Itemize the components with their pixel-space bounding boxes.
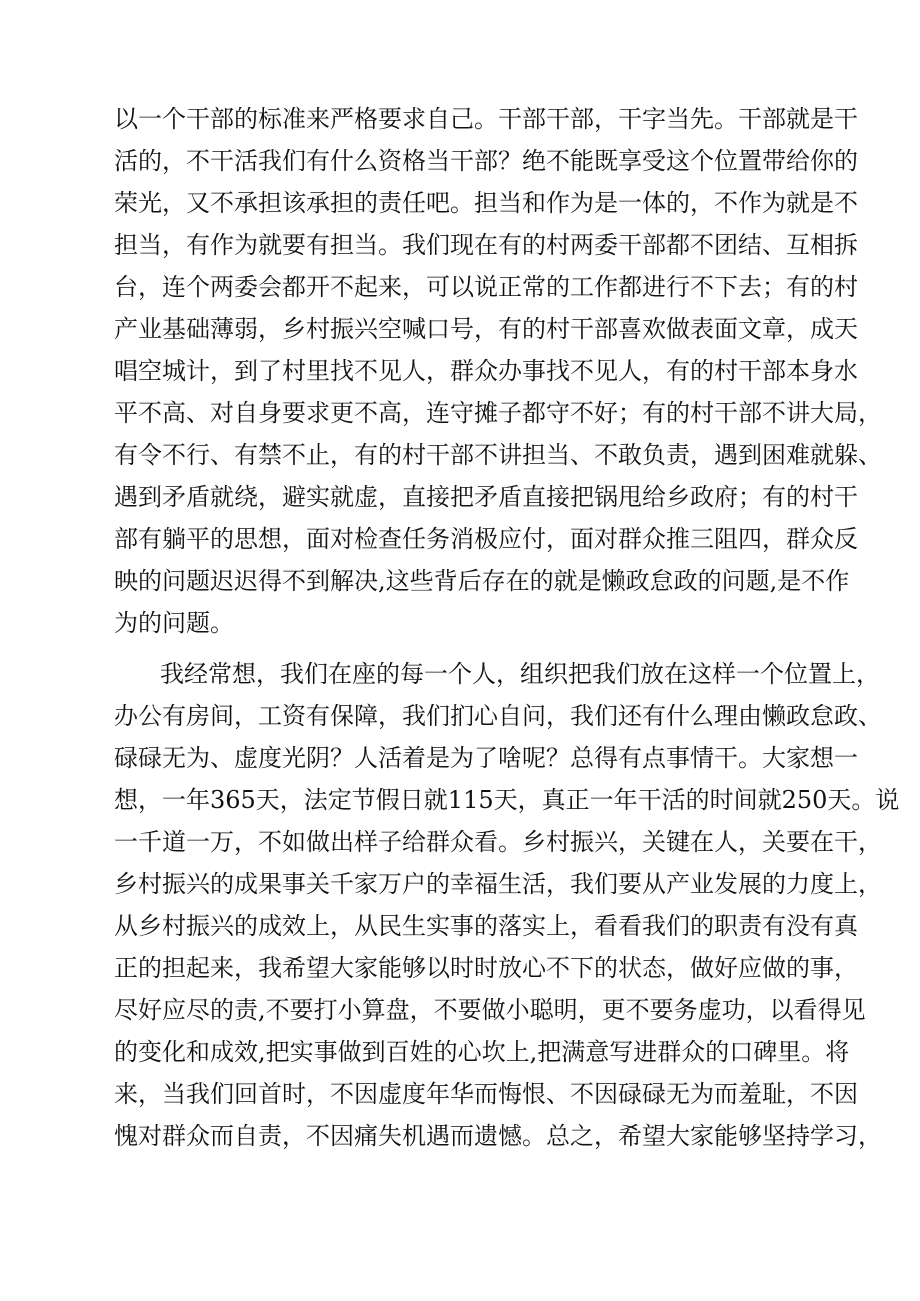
text-line: 乡村振兴的成果事关千家万户的幸福生活，我们要从产业发展的力度上，	[114, 870, 882, 898]
text-line: 遇到矛盾就绕，避实就虚，直接把矛盾直接把锅甩给乡政府；有的村干	[114, 483, 858, 511]
text-line: 办公有房间，工资有保障，我们扪心自问，我们还有什么理由懒政怠政、	[114, 702, 882, 730]
text-line: 担当，有作为就要有担当。我们现在有的村两委干部都不团结、互相拆	[114, 231, 858, 259]
text-line: 唱空城计，到了村里找不见人，群众办事找不见人，有的村干部本身水	[114, 357, 858, 385]
text-line: 尽好应尽的责,不要打小算盘，不要做小聪明，更不要务虚功，以看得见	[114, 996, 866, 1024]
text-line: 正的担起来，我希望大家能够以时时放心不下的状态，做好应做的事，	[114, 954, 858, 982]
document-body	[114, 98, 900, 1157]
text-line: 一千道一万，不如做出样子给群众看。乡村振兴，关键在人，关要在干，	[114, 828, 882, 856]
text-line: 产业基础薄弱，乡村振兴空喊口号，有的村干部喜欢做表面文章，成天	[114, 315, 858, 343]
text-line: 愧对群众而自责，不因痛失机遇而遗憾。总之，希望大家能够坚持学习，	[114, 1122, 882, 1150]
paragraph-gap	[114, 644, 844, 653]
text-line: 碌碌无为、虚度光阴？人活着是为了啥呢？总得有点事情干。大家想一	[114, 744, 858, 772]
text-line: 部有躺平的思想，面对检查任务消极应付，面对群众推三阻四，群众反	[114, 525, 858, 553]
text-line: 有令不行、有禁不止，有的村干部不讲担当、不敢负责，遇到困难就躲、	[114, 441, 882, 469]
text-line: 想，一年365天，法定节假日就115天，真正一年干活的时间就250天。说	[114, 786, 900, 814]
text-line: 活的，不干活我们有什么资格当干部？绝不能既享受这个位置带给你的	[114, 147, 858, 175]
text-line: 来，当我们回首时，不因虚度年华而悔恨、不因碌碌无为而羞耻，不因	[114, 1080, 858, 1108]
text-line: 从乡村振兴的成效上，从民生实事的落实上，看看我们的职责有没有真	[114, 912, 858, 940]
text-line: 我经常想，我们在座的每一个人，组织把我们放在这样一个位置上，	[160, 660, 880, 688]
text-line: 台，连个两委会都开不起来，可以说正常的工作都进行不下去；有的村	[114, 273, 858, 301]
text-line: 的变化和成效,把实事做到百姓的心坎上,把满意写进群众的口碑里。将	[114, 1038, 850, 1066]
paragraph-2	[114, 653, 900, 1157]
text-line: 荣光，又不承担该承担的责任吧。担当和作为是一体的，不作为就是不	[114, 189, 858, 217]
text-line: 平不高、对自身要求更不高，连守摊子都守不好；有的村干部不讲大局，	[114, 399, 882, 427]
text-line: 为的问题。	[114, 609, 234, 637]
paragraph-1	[114, 98, 882, 644]
text-line: 以一个干部的标准来严格要求自己。干部干部，干字当先。干部就是干	[114, 105, 858, 133]
text-line: 映的问题迟迟得不到解决,这些背后存在的就是懒政怠政的问题,是不作	[114, 567, 850, 595]
